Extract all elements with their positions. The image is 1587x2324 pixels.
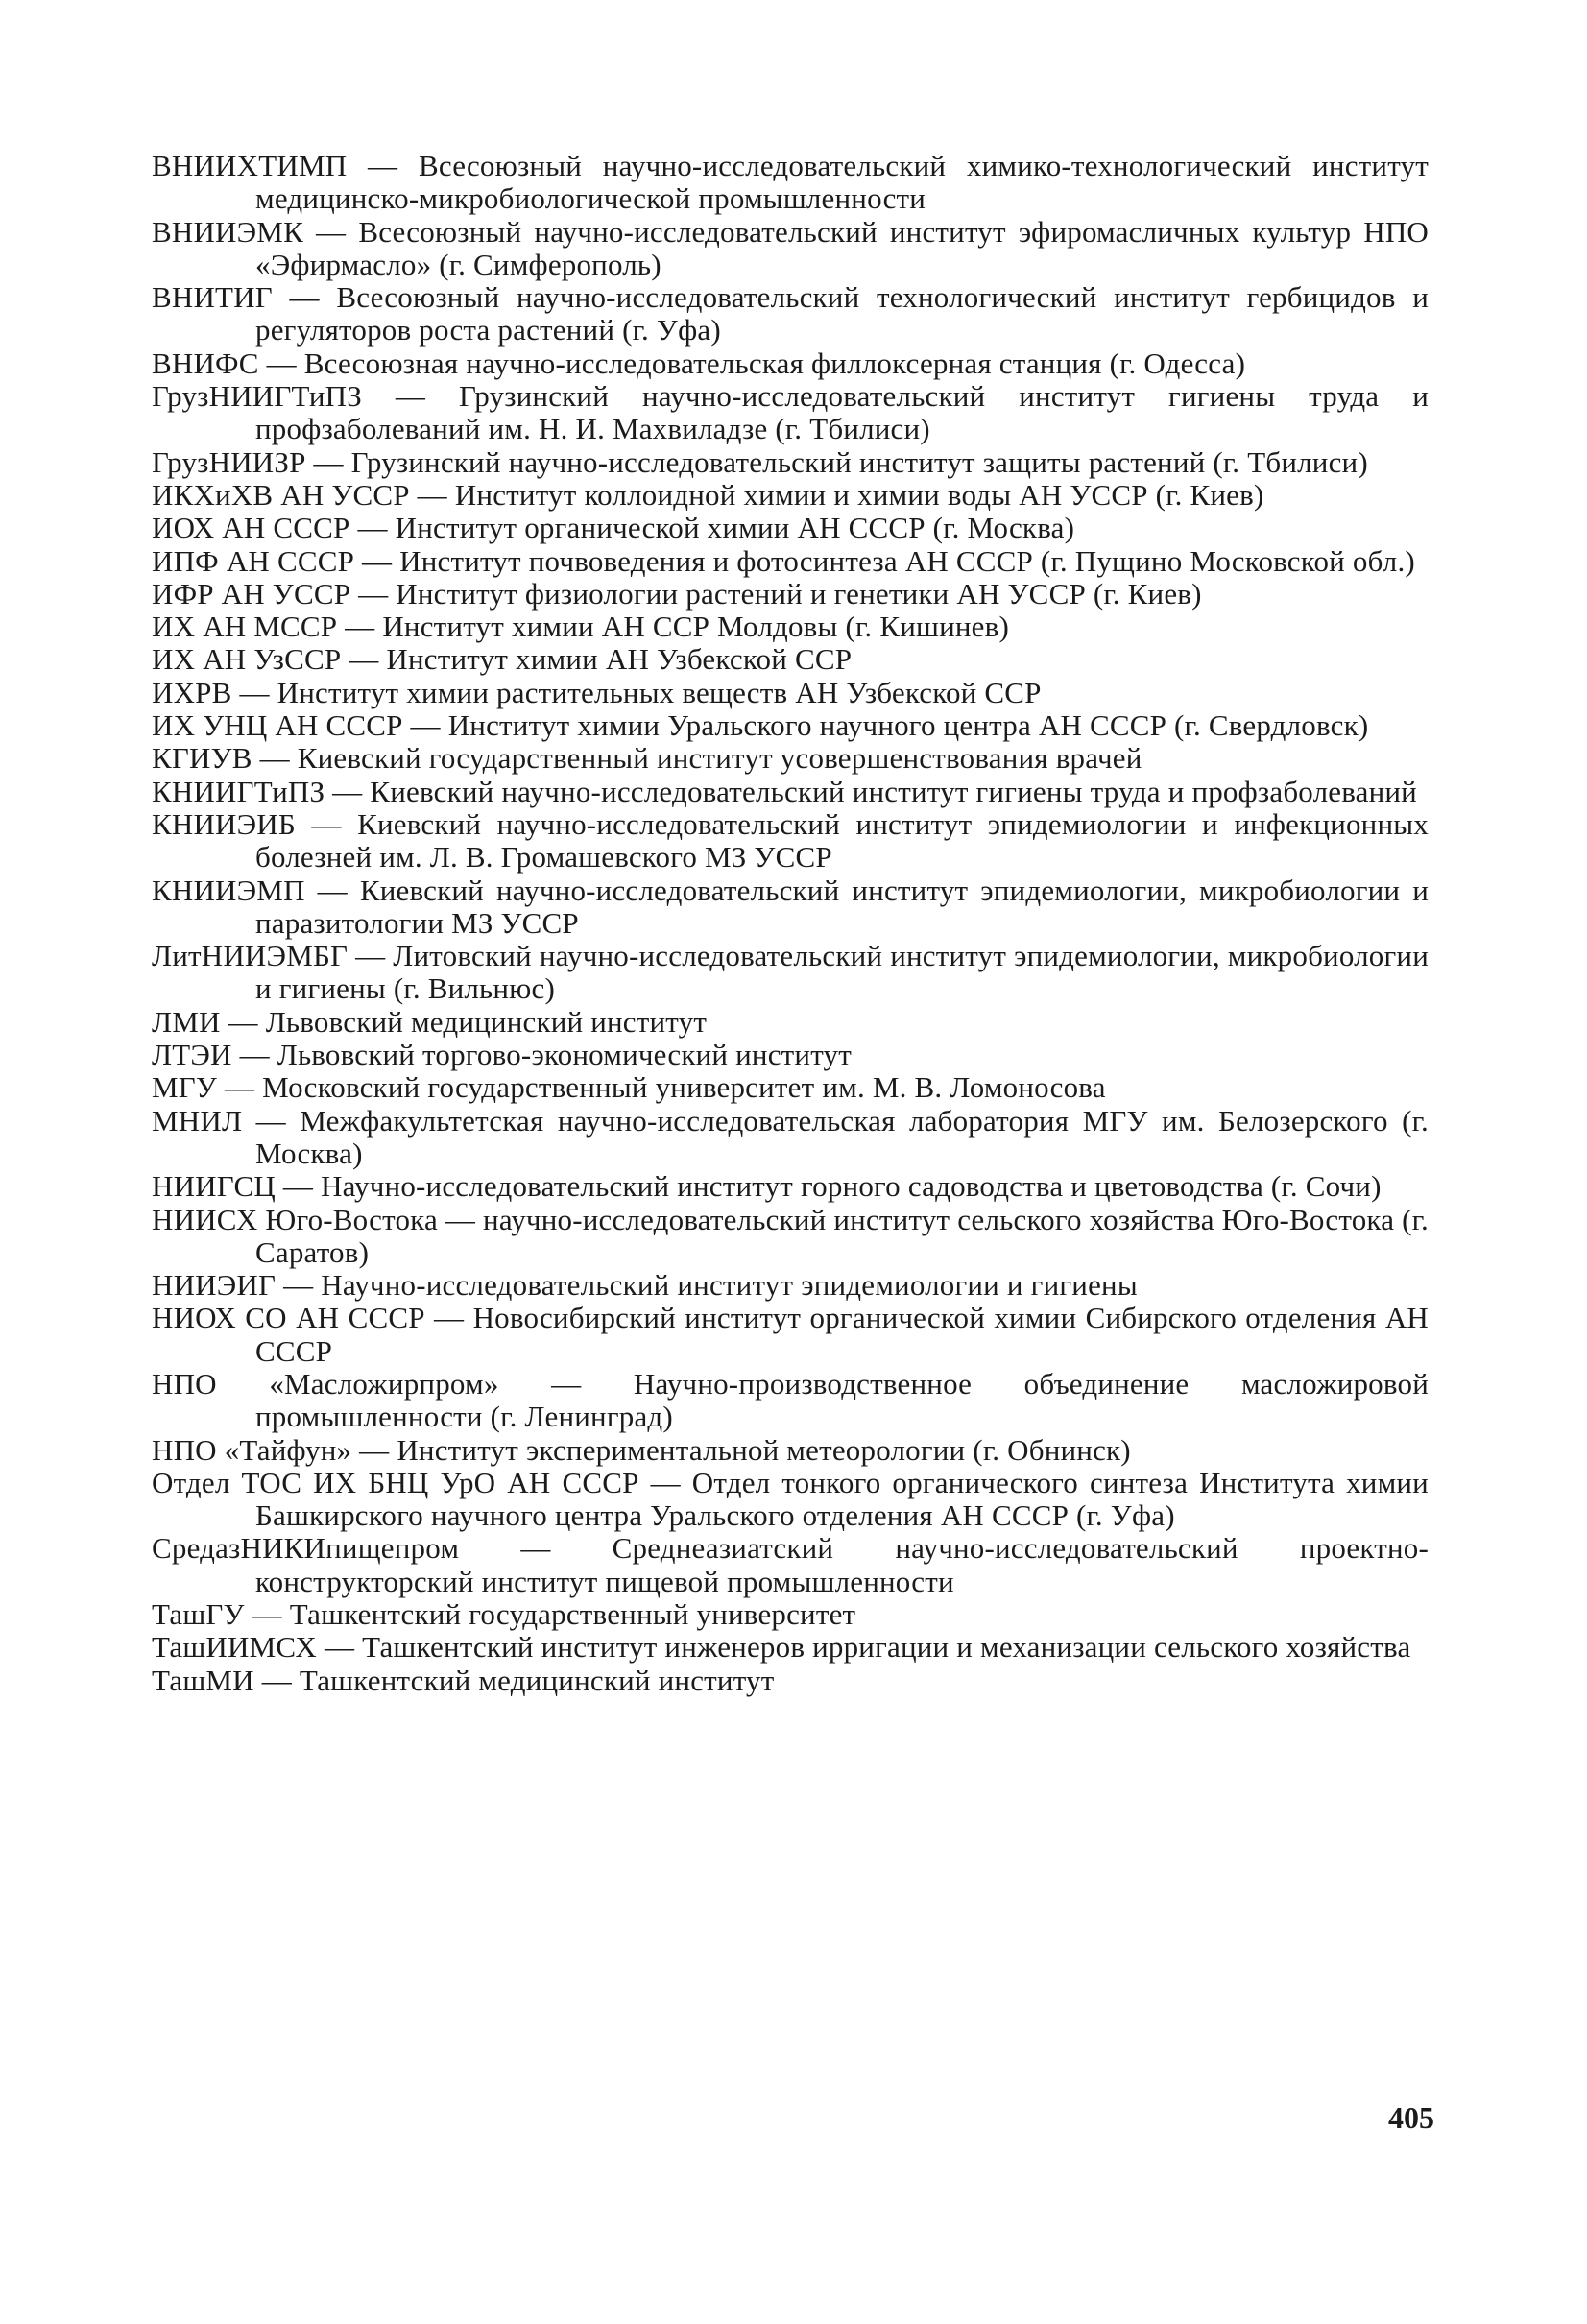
em-dash-separator: —: [638, 1465, 692, 1499]
abbreviation-entry: [152, 578, 1429, 611]
em-dash-separator: —: [295, 806, 358, 841]
em-dash-separator: —: [302, 214, 359, 249]
abbreviation-term: ВНИИХТИМП: [152, 149, 348, 182]
abbreviation-definition: Львовский торгово-экономический институт: [277, 1038, 852, 1072]
em-dash-separator: —: [348, 939, 394, 973]
em-dash-separator: —: [272, 280, 337, 315]
abbreviation-definition: Львовский медицинский институт: [265, 1004, 708, 1039]
abbreviation-definition: Всесоюзный научно-исследовательский химико-технологический институт медицинско-микробиологической промышленности: [255, 149, 1429, 216]
abbreviation-definition: Киевский государственный институт усовершенствования врачей: [297, 741, 1142, 776]
abbreviation-entry: [152, 150, 1429, 216]
abbreviation-entry: [152, 1006, 1429, 1039]
abbreviation-term: МГУ: [152, 1070, 218, 1105]
abbreviation-definition: Институт почвоведения и фотосинтеза АН СССР (г. Пущино Московской обл.): [399, 543, 1415, 578]
abbreviation-entry: [152, 545, 1429, 578]
abbreviation-term: КНИИЭМП: [152, 873, 305, 907]
abbreviation-definition: Грузинский научно-исследовательский институт защиты растений (г. Тбилиси): [350, 444, 1368, 479]
abbreviation-term: Отдел ТОС ИХ БНЦ УрО АН СССР: [152, 1465, 639, 1499]
em-dash-separator: —: [231, 1038, 277, 1072]
abbreviation-term: ИФР АН УССР: [152, 576, 351, 611]
abbreviation-entry: [152, 611, 1429, 643]
abbreviation-entry: [152, 742, 1429, 775]
abbreviation-entry: [152, 1269, 1429, 1302]
abbreviation-term: ЛТЭИ: [152, 1038, 232, 1072]
em-dash-separator: —: [361, 379, 460, 414]
abbreviation-entry: [152, 1071, 1429, 1104]
abbreviation-definition: Институт органической химии АН СССР (г. Москва): [395, 511, 1075, 545]
em-dash-separator: —: [325, 774, 371, 808]
em-dash-separator: —: [231, 675, 277, 709]
abbreviation-entry: [152, 1434, 1429, 1467]
abbreviation-entry: [152, 776, 1429, 808]
abbreviation-entry: [152, 1039, 1429, 1071]
abbreviation-entry: [152, 1302, 1429, 1368]
abbreviation-entry: [152, 940, 1429, 1006]
em-dash-separator: —: [220, 1004, 266, 1039]
abbreviation-definition: Московский государственный университет им. М. В. Ломоносова: [262, 1070, 1106, 1105]
abbreviation-definition: Институт экспериментальной метеорологии (г. Обнинск): [397, 1432, 1131, 1467]
abbreviation-term: ИХРВ: [152, 675, 232, 709]
abbreviation-entry: [152, 1170, 1429, 1203]
abbreviation-entry: [152, 1105, 1429, 1171]
abbreviation-term: ИХ АН УзССР: [152, 642, 342, 677]
em-dash-separator: —: [402, 708, 448, 743]
abbreviation-entry: [152, 874, 1429, 941]
abbreviation-term: МНИЛ: [152, 1103, 243, 1138]
abbreviation-entry: [152, 281, 1429, 347]
abbreviation-term: КГИУВ: [152, 741, 252, 776]
abbreviation-definition: Институт химии АН ССР Молдовы (г. Кишинев): [382, 610, 1009, 644]
abbreviation-entry: [152, 808, 1429, 874]
em-dash-separator: —: [252, 741, 298, 776]
abbreviation-definition: Всесоюзный научно-исследовательский технологический институт гербицидов и регуляторов роста растений (г. Уфа): [255, 280, 1429, 347]
abbreviation-definition: Межфакультетская научно-исследовательская лаборатория МГУ им. Белозерского (г. Москва): [255, 1103, 1429, 1170]
em-dash-separator: —: [305, 444, 351, 479]
abbreviation-term: ИОХ АН СССР: [152, 511, 350, 545]
abbreviation-term: НПО «Масложирпром»: [152, 1366, 499, 1401]
abbreviation-term: ГрузНИИЗР: [152, 444, 306, 479]
abbreviation-term: СредазНИКИпищепром: [152, 1531, 460, 1566]
em-dash-separator: —: [498, 1366, 634, 1401]
abbreviation-definition: Литовский научно-исследовательский институт эпидемиологии, микробиологии и гигиены (г. Вильнюс): [255, 939, 1429, 1006]
em-dash-separator: —: [244, 1597, 290, 1632]
abbreviation-entry: [152, 1368, 1429, 1434]
abbreviation-term: НИИСХ Юго-Востока: [152, 1202, 438, 1236]
abbreviation-list: [152, 150, 1429, 1697]
abbreviation-term: ВНИФС: [152, 346, 259, 380]
abbreviation-definition: Ташкентский медицинский институт: [299, 1663, 775, 1697]
abbreviation-definition: Грузинский научно-исследовательский институт гигиены труда и профзаболеваний им. Н. И. Махвиладзе (г. Тбилиси): [255, 379, 1429, 446]
em-dash-separator: —: [217, 1070, 263, 1105]
abbreviation-definition: Ташкентский государственный университет: [289, 1597, 856, 1632]
em-dash-separator: —: [275, 1169, 322, 1204]
abbreviation-entry: [152, 1631, 1429, 1664]
abbreviation-term: КНИИЭИБ: [152, 806, 296, 841]
abbreviation-term: ЛитНИИЭМБГ: [152, 939, 349, 973]
abbreviation-definition: Всесоюзная научно-исследовательская филлоксерная станция (г. Одесса): [303, 346, 1246, 380]
em-dash-separator: —: [349, 511, 396, 545]
abbreviation-term: ТашМИ: [152, 1663, 254, 1697]
abbreviation-entry: [152, 446, 1429, 479]
abbreviation-entry: [152, 1532, 1429, 1598]
em-dash-separator: —: [276, 1268, 322, 1303]
abbreviation-entry: [152, 380, 1429, 446]
abbreviation-term: НИОХ СО АН СССР: [152, 1301, 425, 1335]
abbreviation-definition: Институт коллоидной химии и химии воды АН УССР (г. Киев): [454, 477, 1264, 512]
abbreviation-definition: Институт физиологии растений и генетики АН УССР (г. Киев): [396, 576, 1202, 611]
abbreviation-definition: Институт химии Уральского научного центра АН СССР (г. Свердловск): [447, 708, 1369, 743]
abbreviation-entry: [152, 709, 1429, 742]
abbreviation-term: КНИИГТиПЗ: [152, 774, 325, 808]
abbreviation-entry: [152, 1467, 1429, 1533]
abbreviation-entry: [152, 347, 1429, 380]
abbreviation-entry: [152, 1598, 1429, 1631]
abbreviation-definition: Ташкентский институт инженеров ирригации и механизации сельского хозяйства: [362, 1630, 1411, 1665]
em-dash-separator: —: [337, 610, 383, 644]
abbreviation-term: ИХ АН МССР: [152, 610, 338, 644]
abbreviation-definition: Научно-исследовательский институт эпидемиологии и гигиены: [321, 1268, 1138, 1303]
em-dash-separator: —: [304, 873, 360, 907]
em-dash-separator: —: [424, 1301, 473, 1335]
abbreviation-entry: [152, 216, 1429, 282]
em-dash-separator: —: [350, 576, 397, 611]
abbreviation-term: ИПФ АН СССР: [152, 543, 355, 578]
em-dash-separator: —: [437, 1202, 484, 1236]
abbreviation-definition: Среднеазиатский научно-исследовательский проектно-конструкторский институт пищевой промышленности: [255, 1531, 1429, 1598]
page-number: 405: [1388, 2100, 1434, 2135]
abbreviation-entry: [152, 677, 1429, 709]
abbreviation-term: ВНИТИГ: [152, 280, 273, 315]
abbreviation-definition: Институт химии растительных веществ АН Узбекской ССР: [277, 675, 1042, 709]
em-dash-separator: —: [317, 1630, 363, 1665]
em-dash-separator: —: [347, 149, 420, 182]
abbreviation-entry: [152, 1204, 1429, 1270]
em-dash-separator: —: [253, 1663, 300, 1697]
em-dash-separator: —: [341, 642, 387, 677]
abbreviation-definition: Новосибирский институт органической химии Сибирского отделения АН СССР: [255, 1301, 1429, 1368]
abbreviation-term: ТашГУ: [152, 1597, 245, 1632]
abbreviation-term: ЛМИ: [152, 1004, 221, 1039]
abbreviation-term: ИХ УНЦ АН СССР: [152, 708, 403, 743]
abbreviation-term: НИИГСЦ: [152, 1169, 276, 1204]
abbreviation-term: ГрузНИИГТиПЗ: [152, 379, 362, 414]
abbreviation-definition: Киевский научно-исследовательский институт эпидемиологии, микробиологии и паразитологии МЗ УССР: [255, 873, 1429, 940]
abbreviation-term: НИИЭИГ: [152, 1268, 277, 1303]
em-dash-separator: —: [354, 543, 400, 578]
em-dash-separator: —: [258, 346, 304, 380]
em-dash-separator: —: [351, 1432, 397, 1467]
abbreviation-entry: [152, 643, 1429, 676]
abbreviation-definition: Отдел тонкого органического синтеза Института химии Башкирского научного центра Уральского отделения АН СССР (г. Уфа): [255, 1465, 1429, 1533]
abbreviation-definition: Научно-производственное объединение масложировой промышленности (г. Ленинград): [255, 1366, 1429, 1434]
em-dash-separator: —: [409, 477, 455, 512]
abbreviation-entry: [152, 1665, 1429, 1697]
abbreviation-term: НПО «Тайфун»: [152, 1432, 352, 1467]
abbreviation-entry: [152, 512, 1429, 544]
em-dash-separator: —: [242, 1103, 301, 1138]
abbreviation-definition: Киевский научно-исследовательский институт эпидемиологии и инфекционных болезней им. Л. В. Громашевского МЗ УССР: [255, 806, 1429, 874]
abbreviation-definition: научно-исследовательский институт сельского хозяйства Юго-Востока (г. Саратов): [255, 1202, 1429, 1269]
abbreviation-term: ВНИИЭМК: [152, 214, 303, 249]
abbreviation-entry: [152, 479, 1429, 512]
abbreviation-definition: Всесоюзный научно-исследовательский институт эфиромасличных культур НПО «Эфирмасло» (г. Симферополь): [255, 214, 1429, 281]
abbreviation-definition: Киевский научно-исследовательский институт гигиены труда и профзаболеваний: [370, 774, 1417, 808]
abbreviation-definition: Институт химии АН Узбекской ССР: [386, 642, 853, 677]
abbreviation-definition: Научно-исследовательский институт горного садоводства и цветоводства (г. Сочи): [321, 1169, 1382, 1204]
abbreviation-term: ТашИИМСХ: [152, 1630, 317, 1665]
abbreviation-term: ИКХиХВ АН УССР: [152, 477, 410, 512]
em-dash-separator: —: [459, 1531, 613, 1566]
